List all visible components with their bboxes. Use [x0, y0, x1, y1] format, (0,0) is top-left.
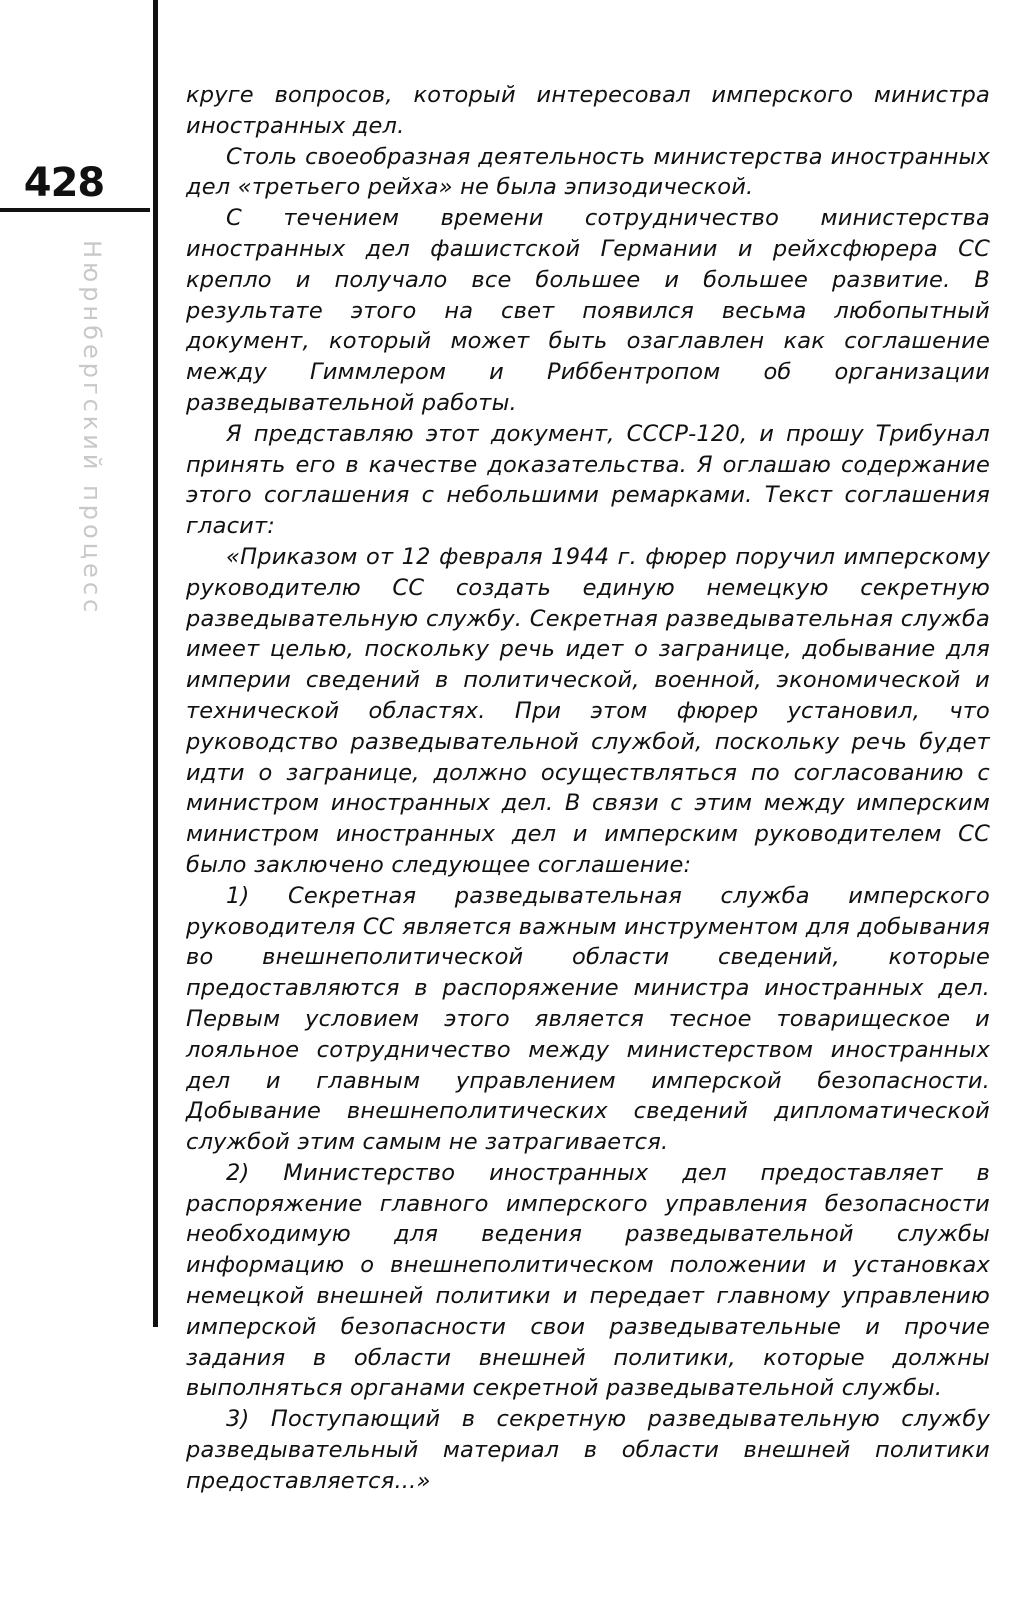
paragraph-7: 2) Министерство иностранных дел предоставляет в распоряжение главного имперского управления безопасности необходимую для ведения разведывательной службы информацию о внешнеполитическом положении и установках немецкой внешней политики и передает главному управлению имперской безопасности свои разведывательные и прочие задания в области внешней политики, которые должны выполняться органами секретной разведывательной службы.	[186, 1159, 990, 1402]
spine-title: Нюрнбергский процесс	[78, 240, 106, 617]
page-number: 428	[23, 160, 105, 206]
page-number-rule	[0, 208, 150, 212]
paragraph-2: Столь своеобразная деятельность министерства иностранных дел «третьего рейха» не была эпизодической.	[186, 143, 990, 201]
body-text	[186, 80, 990, 1497]
paragraph-4: Я представляю этот документ, СССР-120, и прошу Трибунал принять его в качестве доказательства. Я оглашаю содержание этого соглашения с небольшими ремарками. Текст соглашения гласит:	[186, 420, 990, 540]
paragraph-6: 1) Секретная разведывательная служба имперского руководителя СС является важным инструментом для добывания во внешнеполитической области сведений, которые предоставляются в распоряжение министра иностранных дел. Первым условием этого является тесное товарищеское и лояльное сотрудничество между министерством иностранных дел и главным управлением имперской безопасности. Добывание внешнеполитических сведений дипломатической службой этим самым не затрагивается.	[186, 882, 990, 1156]
margin-rule	[153, 0, 158, 1327]
paragraph-3: С течением времени сотрудничество министерства иностранных дел фашистской Германии и рейхсфюрера СС крепло и получало все большее и большее развитие. В результате этого на свет появился весьма любопытный документ, который может быть озаглавлен как соглашение между Гиммлером и Риббентропом об организации разведывательной работы.	[186, 205, 990, 416]
paragraph-1: круге вопросов, который интересовал имперского министра иностранных дел.	[186, 82, 990, 139]
paragraph-5: «Приказом от 12 февраля 1944 г. фюрер поручил имперскому руководителю СС создать единую немецкую секретную разведывательную службу. Секретная разведывательная служба имеет целью, поскольку речь идет о загранице, добывание для империи сведений в политической, военной, экономической и технической областях. При этом фюрер установил, что руководство разведывательной службой, поскольку речь будет идти о загранице, должно осуществляться по согласованию с министром иностранных дел. В связи с этим между имперским министром иностранных дел и имперским руководителем СС было заключено следующее соглашение:	[186, 543, 990, 878]
paragraph-8: 3) Поступающий в секретную разведывательную службу разведывательный материал в области внешней политики предоставляется...»	[186, 1406, 990, 1494]
